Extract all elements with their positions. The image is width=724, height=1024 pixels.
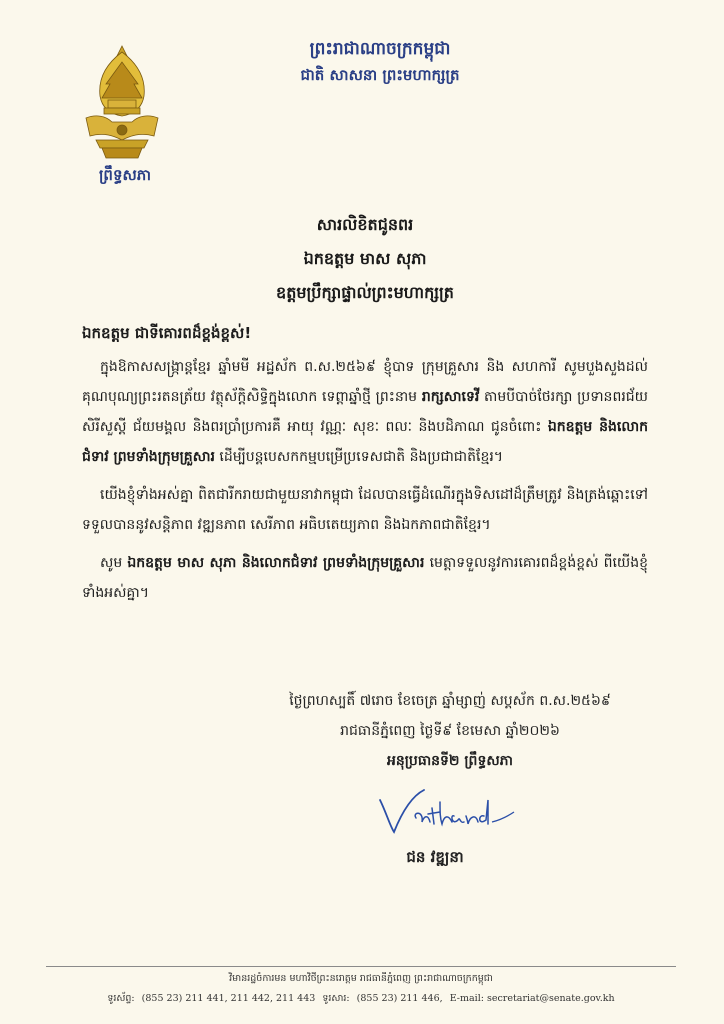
closing-block [250,686,650,776]
fax-number: (855 23) 211 446, [356,993,443,1004]
institution-name: ព្រឹទ្ធសភា [98,166,152,184]
title-line-2: ឯកឧត្តម មាស សុភា [303,249,427,268]
place-and-date: រាជធានីភ្នំពេញ ថ្ងៃទី៩ ខែមេសា ឆ្នាំ២០២៦ [340,723,560,739]
handwritten-signature [372,782,522,842]
paragraph-3 [82,548,648,608]
national-motto: ជាតិ សាសនា ព្រះមហាក្សត្រ [300,66,460,84]
signer-title: អនុប្រធានទី២ ព្រឹទ្ធសភា [386,753,513,769]
kingdom-heading: ព្រះរាជាណាចក្រកម្ពុជា [309,39,451,59]
paragraph-1 [82,352,648,472]
recipient-emphasis-2: ឯកឧត្តម មាស សុភា និងលោកជំទាវ ព្រមទាំងក្រុមគ្រួសារ [127,555,425,571]
paragraph-2: យើងខ្ញុំទាំងអស់គ្នា ពិតជារីករាយជាមួយនាវាកម្ពុជា ដែលបានធ្វើដំណើរក្នុងទិសដៅដ៏ត្រឹមត្រូវ និងត្រង់ឆ្ពោះទៅទទួលបាននូវសន្តិភាព វឌ្ឍនភាព សេរីភាព អធិបតេយ្យភាព និងឯកភាពជាតិខ្មែរ។ [82,487,648,533]
salutation: ឯកឧត្តម ជាទីគោរពដ៏ខ្ពង់ខ្ពស់! [82,324,252,342]
lunar-date: ថ្ងៃព្រហស្បតិ៍ ៧រោច ខែចេត្រ ឆ្នាំម្សាញ់ សប្តស័ក ព.ស.២៥៦៩ [289,693,611,709]
title-line-3: ឧត្តមប្រឹក្សាផ្ទាល់ព្រះមហាក្សត្រ [276,283,454,302]
letter-title [200,208,530,310]
paragraph-3-start: សូម [100,555,123,571]
paragraph-1-middle: តាមបីបាច់ថែរក្សា ប្រទានពរជ័យ សិរីសួស្តី ជ័យមង្គល និងពរប្រាំប្រការគឺ អាយុ វណ្ណៈ សុខៈ ពលៈ និងបដិភាណ ជូនចំពោះ [82,389,648,435]
phone-number: (855 23) 211 441, 211 442, 211 443 [141,993,316,1004]
signer-name: ជន វឌ្ឍនា [406,848,464,866]
footer-divider [46,966,676,967]
deity-name: រាក្សសាទេវី [421,389,480,405]
paragraph-1-end: ដើម្បីបន្តបេសកកម្មបម្រើប្រទេសជាតិ និងប្រជាជាតិខ្មែរ។ [219,449,504,465]
paragraph-1-start: ក្នុងឱកាសសង្ក្រាន្តខ្មែរ ឆ្នាំមមី អដ្ឋស័ក ព.ស.២៥៦៩ ខ្ញុំបាទ ក្រុមគ្រួសារ និង សហការី សូមបួងសួងដល់គុណបុណ្យព្រះរតនត្រ័យ វត្ថុស័ក្តិសិទ្ធិក្នុងលោក ទេព្តាឆ្នាំថ្មី ព្រះនាម [82,359,648,405]
footer-contact [46,992,676,1006]
recipient-emphasis: ឯកឧត្តម និងលោកជំទាវ ព្រមទាំងក្រុមគ្រួសារ [82,419,648,465]
letter-body [82,318,648,616]
fax-label: ទូរសារ: [322,993,350,1004]
paragraph-3-end: មេត្តាទទួលនូវការគោរពដ៏ខ្ពង់ខ្ពស់ ពីយើងខ្ញុំទាំងអស់គ្នា។ [82,555,649,601]
email-address: E-mail: secretariat@senate.gov.kh [449,993,615,1004]
phone-label: ទូរស័ព្ទ: [107,993,135,1004]
footer-address: វិមានរដ្ឋចំការមន មហាវិថីព្រះនរោត្តម រាជធានីភ្នំពេញ ព្រះរាជាណាចក្រកម្ពុជា [229,973,493,984]
title-line-1: សារលិខិតជូនពរ [316,215,414,234]
senate-emblem-logo [76,44,168,162]
